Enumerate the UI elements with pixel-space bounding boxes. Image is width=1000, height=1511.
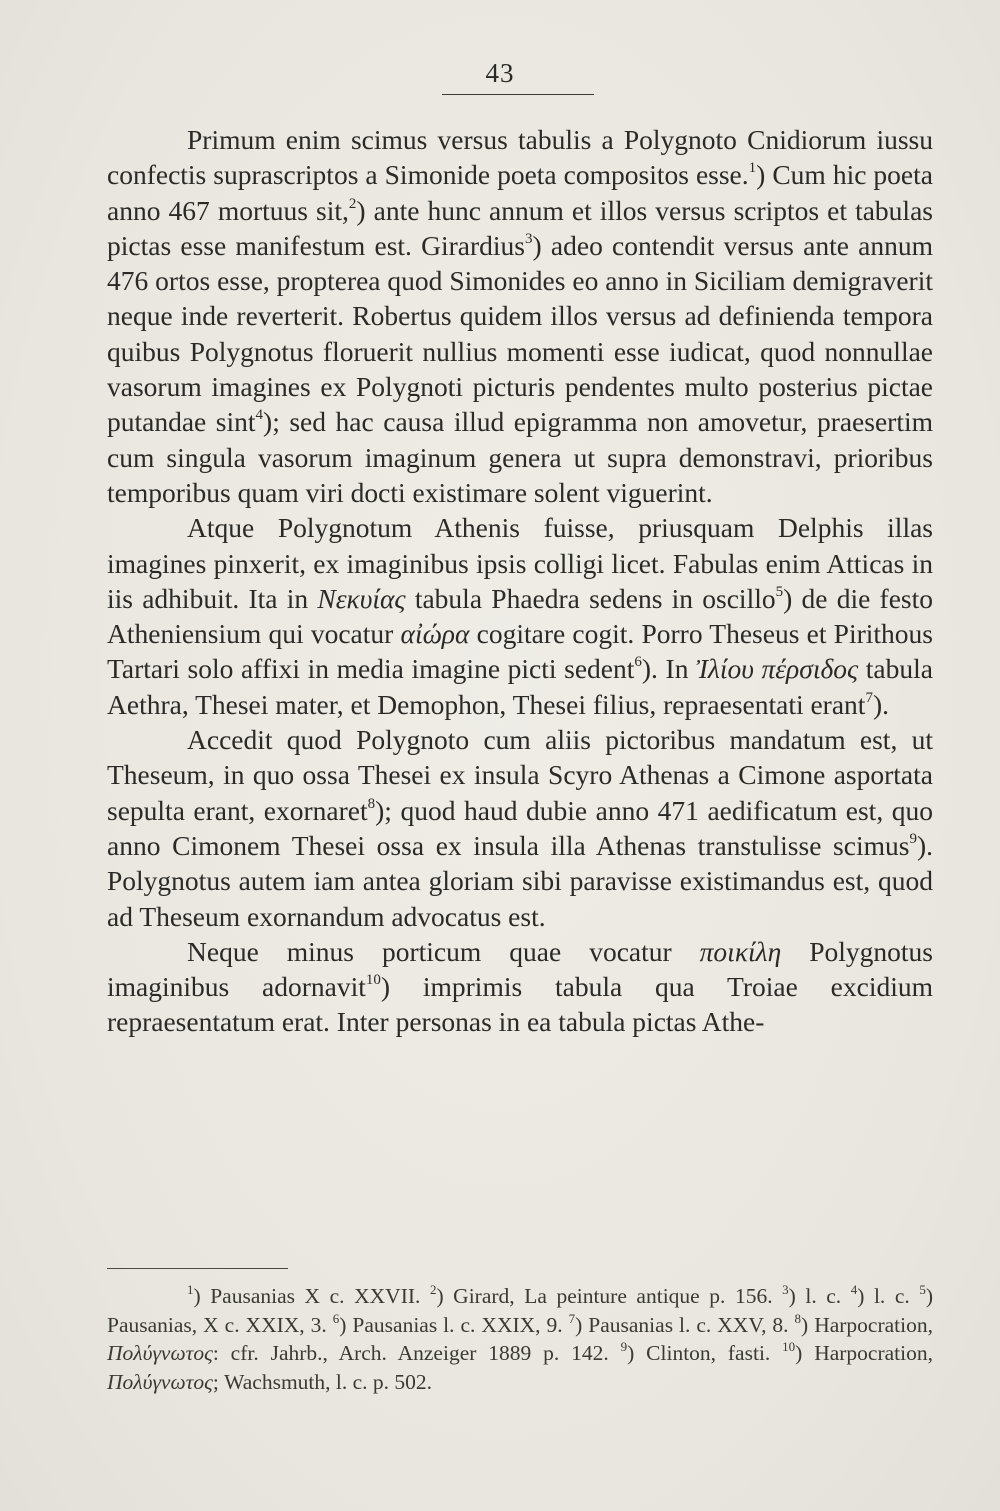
paragraph-2 [107, 510, 933, 722]
greek-term: Πολύγνωτος [107, 1341, 213, 1365]
footnote-number: 5 [919, 1282, 926, 1297]
footnote-number: 10 [782, 1339, 796, 1354]
footnote-text: ; Wachsmuth, l. c. p. 502. [212, 1369, 433, 1394]
text-run: ) ante hunc annum et illos versus scriptos et tabulas pictas esse manifestum est. Girardius [107, 194, 933, 261]
footnote-text: : cfr. Jahrb., Arch. Anzeiger 1889 p. 142. [212, 1341, 621, 1365]
greek-term: Πολύγνωτος [107, 1369, 213, 1394]
text-run: tabula Aethra, Thesei mater, et Demophon, Thesei filius, repraesentati erant [107, 653, 933, 720]
footnote-ref-6: 6 [634, 654, 642, 671]
greek-term: Ἰλίου πέρσιδος [696, 653, 859, 685]
footnote-ref-2: 2 [348, 195, 357, 212]
header-rule [442, 94, 594, 95]
footnote-rule [107, 1268, 288, 1269]
text-run: Neque minus porticum quae vocatur [187, 935, 700, 967]
footnote-number: 2 [429, 1282, 437, 1297]
text-run: Primum enim scimus versus tabulis a Polygnoto Cnidiorum iussu confectis suprascriptos a Simonide poeta compositos esse. [107, 124, 933, 191]
footnote-number: 6 [332, 1310, 340, 1326]
footnote-number: 7 [568, 1310, 576, 1326]
text-run: ); sed hac causa illud epigramma non amovetur, praesertim cum singula vasorum imaginum genera ut supra demonstravi, prioribus temporibus quam viri docti existimare solent viguerint. [107, 406, 934, 508]
footnote-ref-1: 1 [748, 160, 757, 177]
footnote-number: 9 [620, 1339, 628, 1354]
paragraph-4 [107, 934, 933, 1040]
text-run: ) Cum hic poeta anno 467 mortuus sit, [107, 159, 933, 226]
text-run: ) adeo contendit versus ante annum 476 ortos esse, propterea quod Simonides eo anno in Siciliam demigraverit neque inde reverterit. Robertus quidem illos versus ad definienda tempora quibus Polygnotus floruerit nullius momenti esse iudicat, quod nonnullae vasorum imagines ex Polygnoti picturis pendentes multo posterius pictae putandae sint [107, 229, 933, 438]
text-run: Polygnotus imaginibus adornavit [107, 935, 933, 1003]
text-run: ) imprimis tabula qua Troiae excidium repraesentatum erat. Inter personas in ea tabula pictas Athe- [107, 971, 933, 1038]
footnote-text: ) Girard, La peinture antique p. 156. [436, 1284, 783, 1308]
text-run: cogitare cogit. Porro Theseus et Pirithous Tartari solo affixi in media imagine picti sedent [107, 618, 933, 685]
text-run: ); quod haud dubie anno 471 aedificatum est, quo anno Cimonem Thesei ossa ex insula illa Athenas transtulisse scimus [107, 794, 933, 861]
footnote-number: 1 [187, 1282, 194, 1297]
footnote-text: ) Pausanias l. c. XXV, 8. [575, 1312, 795, 1337]
text-run: Accedit quod Polygnoto cum aliis pictoribus mandatum est, ut Theseum, in quo ossa Thesei ex insula Scyro Athenas a Cimone asportata sepulta erant, exornaret [107, 724, 933, 826]
greek-term: ποικίλη [699, 935, 782, 967]
footnote-text: ) Pausanias l. c. XXIX, 9. [339, 1312, 569, 1337]
footnote-ref-4: 4 [255, 407, 264, 424]
footnote-text: ) Harpocration, [801, 1312, 933, 1337]
greek-term: Νεκυίας [317, 582, 406, 614]
text-run: ). [872, 688, 889, 720]
footnote-number: 3 [782, 1282, 789, 1297]
text-run: ) de die festo Atheniensium qui vocatur [107, 582, 934, 650]
footnote-ref-7: 7 [865, 689, 873, 706]
footnote-text: ) Harpocration, [795, 1341, 933, 1365]
greek-term: αἰώρα [400, 618, 470, 650]
footnote-text: ) l. c. [857, 1284, 920, 1308]
footnotes [107, 1282, 933, 1396]
footnote-text: ) Clinton, fasti. [627, 1341, 783, 1365]
footnote-ref-9: 9 [909, 830, 917, 847]
footnote-ref-10: 10 [365, 972, 381, 989]
main-text [107, 122, 933, 1040]
footnote-ref-5: 5 [775, 583, 784, 600]
text-run: Atque Polygnotum Athenis fuisse, priusquam Delphis illas imagines pinxerit, ex imaginibus ipsis colligi licet. Fabulas enim Atticas in iis adhibuit. Ita in [107, 512, 933, 614]
footnote-number: 8 [794, 1310, 802, 1326]
page-number: 43 [485, 58, 515, 88]
footnote-block [107, 1282, 933, 1396]
footnote-text: ) Pausanias X c. XXVII. [193, 1284, 430, 1308]
text-run: ). In [641, 653, 697, 685]
footnote-ref-8: 8 [367, 795, 376, 812]
footnote-ref-3: 3 [525, 230, 533, 247]
footnote-text: ) Pausanias, X c. XXIX, 3. [107, 1284, 933, 1337]
footnote-text: ) l. c. [788, 1284, 851, 1308]
paragraph-1 [107, 122, 933, 510]
footnote-number: 4 [850, 1282, 858, 1297]
paragraph-3 [107, 722, 933, 934]
text-run: ). Polygnotus autem iam antea gloriam sibi paravisse existimandus est, quod ad Theseum exornandum advocatus est. [107, 829, 933, 932]
text-run: tabula Phaedra sedens in oscillo [405, 582, 776, 614]
